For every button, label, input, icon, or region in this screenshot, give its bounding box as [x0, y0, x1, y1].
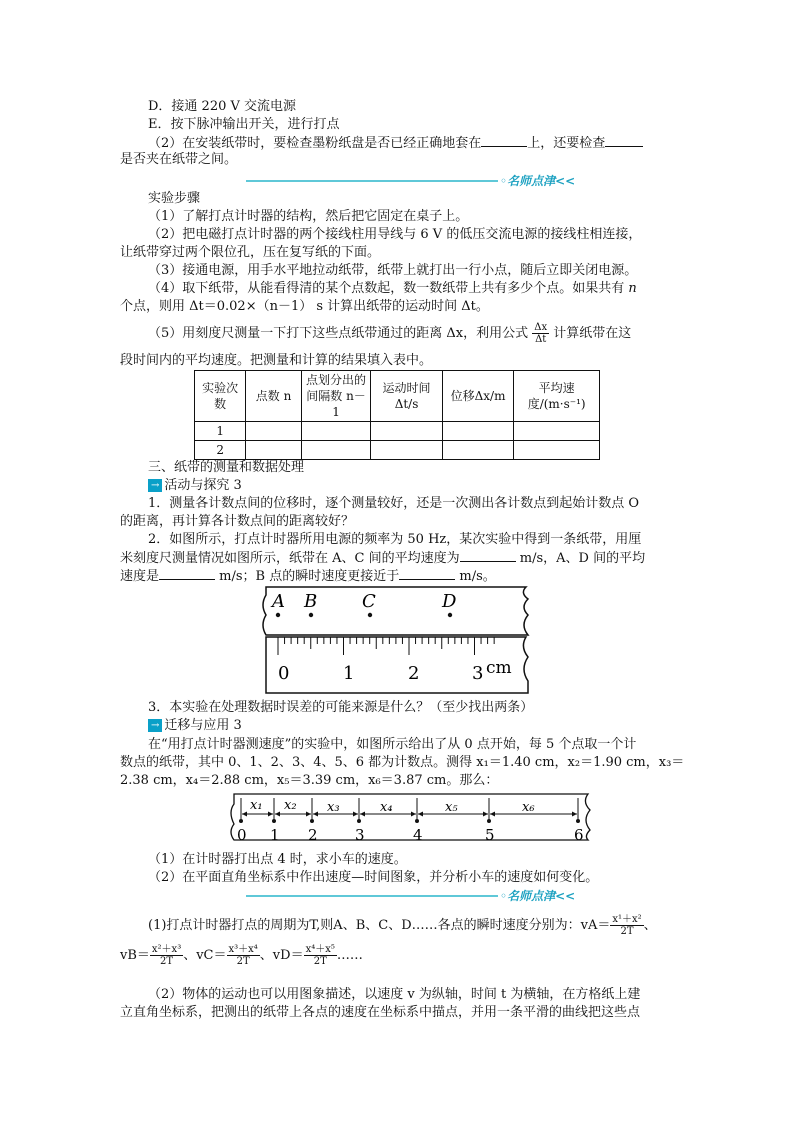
counting-dot: [576, 819, 580, 823]
q2-line-c: 速度是 m/s；B 点的瞬时速度更接近于 m/s。: [120, 569, 496, 584]
tick-label-0: 0: [278, 663, 290, 684]
header-cell: 实验次数: [195, 371, 246, 422]
tape-dot: [368, 613, 372, 617]
formula-vb: $\frac{\text{x²＋x³}}{2T}$: [151, 944, 182, 967]
step-4a: （4）取下纸带，从能看得清的某个点数起，数一数纸带上共有多少个点。如果共有 n: [148, 281, 637, 296]
results-table: [194, 370, 600, 460]
arrow-tag-icon: →: [148, 719, 162, 732]
transfer-3-heading: → 迁移与应用 3: [148, 717, 242, 734]
point-label-b: B: [304, 591, 318, 612]
row-index: 2: [195, 441, 246, 460]
counting-dot: [239, 819, 243, 823]
ruler-tape-figure: [258, 585, 534, 697]
table-row: [195, 441, 600, 460]
step-1: （1）了解打点计时器的结构，然后把它固定在桌子上。: [148, 209, 469, 224]
point-label-1: 1: [270, 826, 280, 844]
tick-label-1: 1: [343, 663, 355, 684]
experiment-title: 实验步骤: [148, 191, 201, 206]
option-d: D．接通 220 V 交流电源: [148, 99, 297, 114]
tick-label-2: 2: [408, 663, 420, 684]
point-label-6: 6: [574, 826, 584, 844]
section-divider: [246, 886, 586, 906]
paper-tape: [263, 587, 528, 635]
segment-label-x6: x₆: [522, 800, 535, 815]
activity-3-heading: → 活动与探究 3: [148, 477, 242, 494]
point-label-a: A: [272, 591, 285, 612]
transfer-p2: 数点的纸带，其中 0、1、2、3、4、5、6 都为计数点。测得 x₁＝1.40 cm，x₂＝1.90 cm，x₃＝: [120, 755, 685, 770]
header-cell: 运动时间Δt/s: [371, 371, 443, 422]
point-label-2: 2: [308, 826, 318, 844]
step-2a: （2）把电磁打点计时器的两个接线柱用导线与 6 V 的低压交流电源的接线柱相连接，: [148, 227, 642, 242]
q2-line-a: 2．如图所示，打点计时器所用电源的频率为 50 Hz，某次实验中得到一条纸带，用厘: [148, 532, 642, 547]
answer-blank: [481, 134, 527, 147]
point-label-4: 4: [413, 826, 423, 844]
header-cell: 平均速度/(m·s⁻¹): [514, 371, 600, 422]
note-2-line-b: 立直角坐标系，把测出的纸带上各点的速度在坐标系中描点，并用一条平滑的曲线把这些点: [120, 1005, 641, 1020]
average-velocity-formula: $\frac{\Delta x}{\Delta t}$: [534, 322, 548, 345]
transfer-p3: 2.38 cm，x₄＝2.88 cm，x₅＝3.39 cm，x₆＝3.87 cm。那么：: [120, 773, 499, 788]
row-index: 1: [195, 422, 246, 441]
q2-line-b: 米刻度尺测量情况如图所示，纸带在 A、C 间的平均速度为 m/s，A、D 间的平均: [120, 551, 646, 566]
header-cell: 点划分出的间隔数 n－1: [301, 371, 371, 422]
table-row: [195, 422, 600, 441]
step-4b: 个点，则用 Δt＝0.02×（n－1） s 计算出纸带的运动时间 Δt。: [120, 299, 489, 314]
segment-label-x5: x₅: [445, 800, 458, 815]
question-2-text-b: 上，还要检查: [527, 136, 606, 151]
tape-dot: [448, 613, 452, 617]
point-label-3: 3: [355, 826, 365, 844]
note-1-line-b: vB＝ $\frac{\text{x²＋x³}}{2T}$ 、vC＝ $\frac{\text{x³＋x⁴}}{2T}$ 、vD＝ $\frac{\text{x⁴＋x⁵}}{2T}$ ……: [120, 944, 363, 967]
section-3-title: 三、纸带的测量和数据处理: [148, 460, 305, 475]
counting-dot: [415, 819, 419, 823]
header-cell: 位移Δx/m: [442, 371, 514, 422]
divider-line: [246, 180, 498, 182]
tick-label-3: 3: [472, 663, 484, 684]
step-5c: 段时间内的平均速度。把测量和计算的结果填入表中。: [120, 353, 433, 368]
teacher-tips-badge: ◦名师点津<<: [500, 889, 576, 903]
transfer-p1: 在“用打点计时器测速度”的实验中，如图所示给出了从 0 点开始，每 5 个点取一个计: [148, 737, 637, 752]
step-3: （3）接通电源，用手水平地拉动纸带，纸带上就打出一行小点，随后立即关闭电源。: [148, 263, 638, 278]
question-2-text-a: （2）在安装纸带时，要检查墨粉纸盘是否已经正确地套在: [148, 136, 482, 151]
point-label-c: C: [362, 591, 376, 612]
point-label-5: 5: [485, 826, 495, 844]
q3-line: 3．本实验在处理数据时误差的可能来源是什么？（至少找出两条）: [148, 700, 534, 715]
divider-line: [246, 895, 498, 897]
q1-line-a: 1．测量各计数点间的位移时，逐个测量较好，还是一次测出各计数点到起始计数点 O: [148, 496, 640, 511]
segment-label-x4: x₄: [380, 800, 393, 815]
counting-dot: [272, 819, 276, 823]
note-2-line-a: （2）物体的运动也可以用图象描述，以速度 v 为纵轴，时间 t 为横轴，在方格纸上建: [148, 987, 641, 1002]
point-label-0: 0: [237, 826, 247, 844]
header-cell: 点数 n: [246, 371, 301, 422]
arrow-tag-icon: →: [148, 479, 162, 492]
question-2-line: [148, 134, 643, 152]
step-2b: 让纸带穿过两个限位孔，压在复写纸的下面。: [120, 245, 381, 260]
segment-label-x1: x₁: [250, 798, 263, 813]
note-1-line-a: (1)打点计时器打点的周期为T,则A、B、C、D……各点的瞬时速度分别为：vA＝ $\frac{\text{x¹＋x²}}{2T}$ 、: [148, 914, 657, 937]
section-divider: [246, 171, 586, 191]
table-header-row: [195, 371, 600, 422]
counting-dot: [357, 819, 361, 823]
transfer-q2: （2）在平面直角坐标系中作出速度—时间图象，并分析小车的速度如何变化。: [148, 870, 599, 885]
q1-line-b: 的距离，再计算各计数点间的距离较好？: [120, 514, 355, 529]
formula-va: $\frac{\text{x¹＋x²}}{2T}$: [612, 914, 642, 937]
counting-dot: [310, 819, 314, 823]
tape-dot: [309, 613, 313, 617]
step-5a: （5）用刻度尺测量一下打下这些点纸带通过的距离 Δx，利用公式 $\frac{\Delta x}{\Delta t}$ 计算纸带在这: [148, 322, 632, 345]
counting-dot: [487, 819, 491, 823]
formula-vc: $\frac{\text{x³＋x⁴}}{2T}$: [228, 944, 258, 967]
teacher-tips-badge: ◦名师点津<<: [500, 174, 576, 188]
formula-vd: $\frac{\text{x⁴＋x⁵}}{2T}$: [305, 944, 335, 967]
answer-blank: [460, 549, 516, 562]
question-2-text-c: 是否夹在纸带之间。: [120, 152, 238, 167]
option-e: E．按下脉冲输出开关，进行打点: [148, 117, 340, 132]
unit-label: cm: [486, 658, 512, 678]
point-label-d: D: [442, 591, 457, 612]
segment-label-x3: x₃: [327, 800, 340, 815]
transfer-q1: （1）在计时器打出点 4 时，求小车的速度。: [148, 852, 407, 867]
answer-blank: [605, 134, 643, 147]
answer-blank: [399, 567, 455, 580]
segment-label-x2: x₂: [284, 798, 297, 813]
counting-points-tape-figure: [226, 790, 596, 846]
tape-dot: [276, 613, 280, 617]
answer-blank: [159, 567, 215, 580]
